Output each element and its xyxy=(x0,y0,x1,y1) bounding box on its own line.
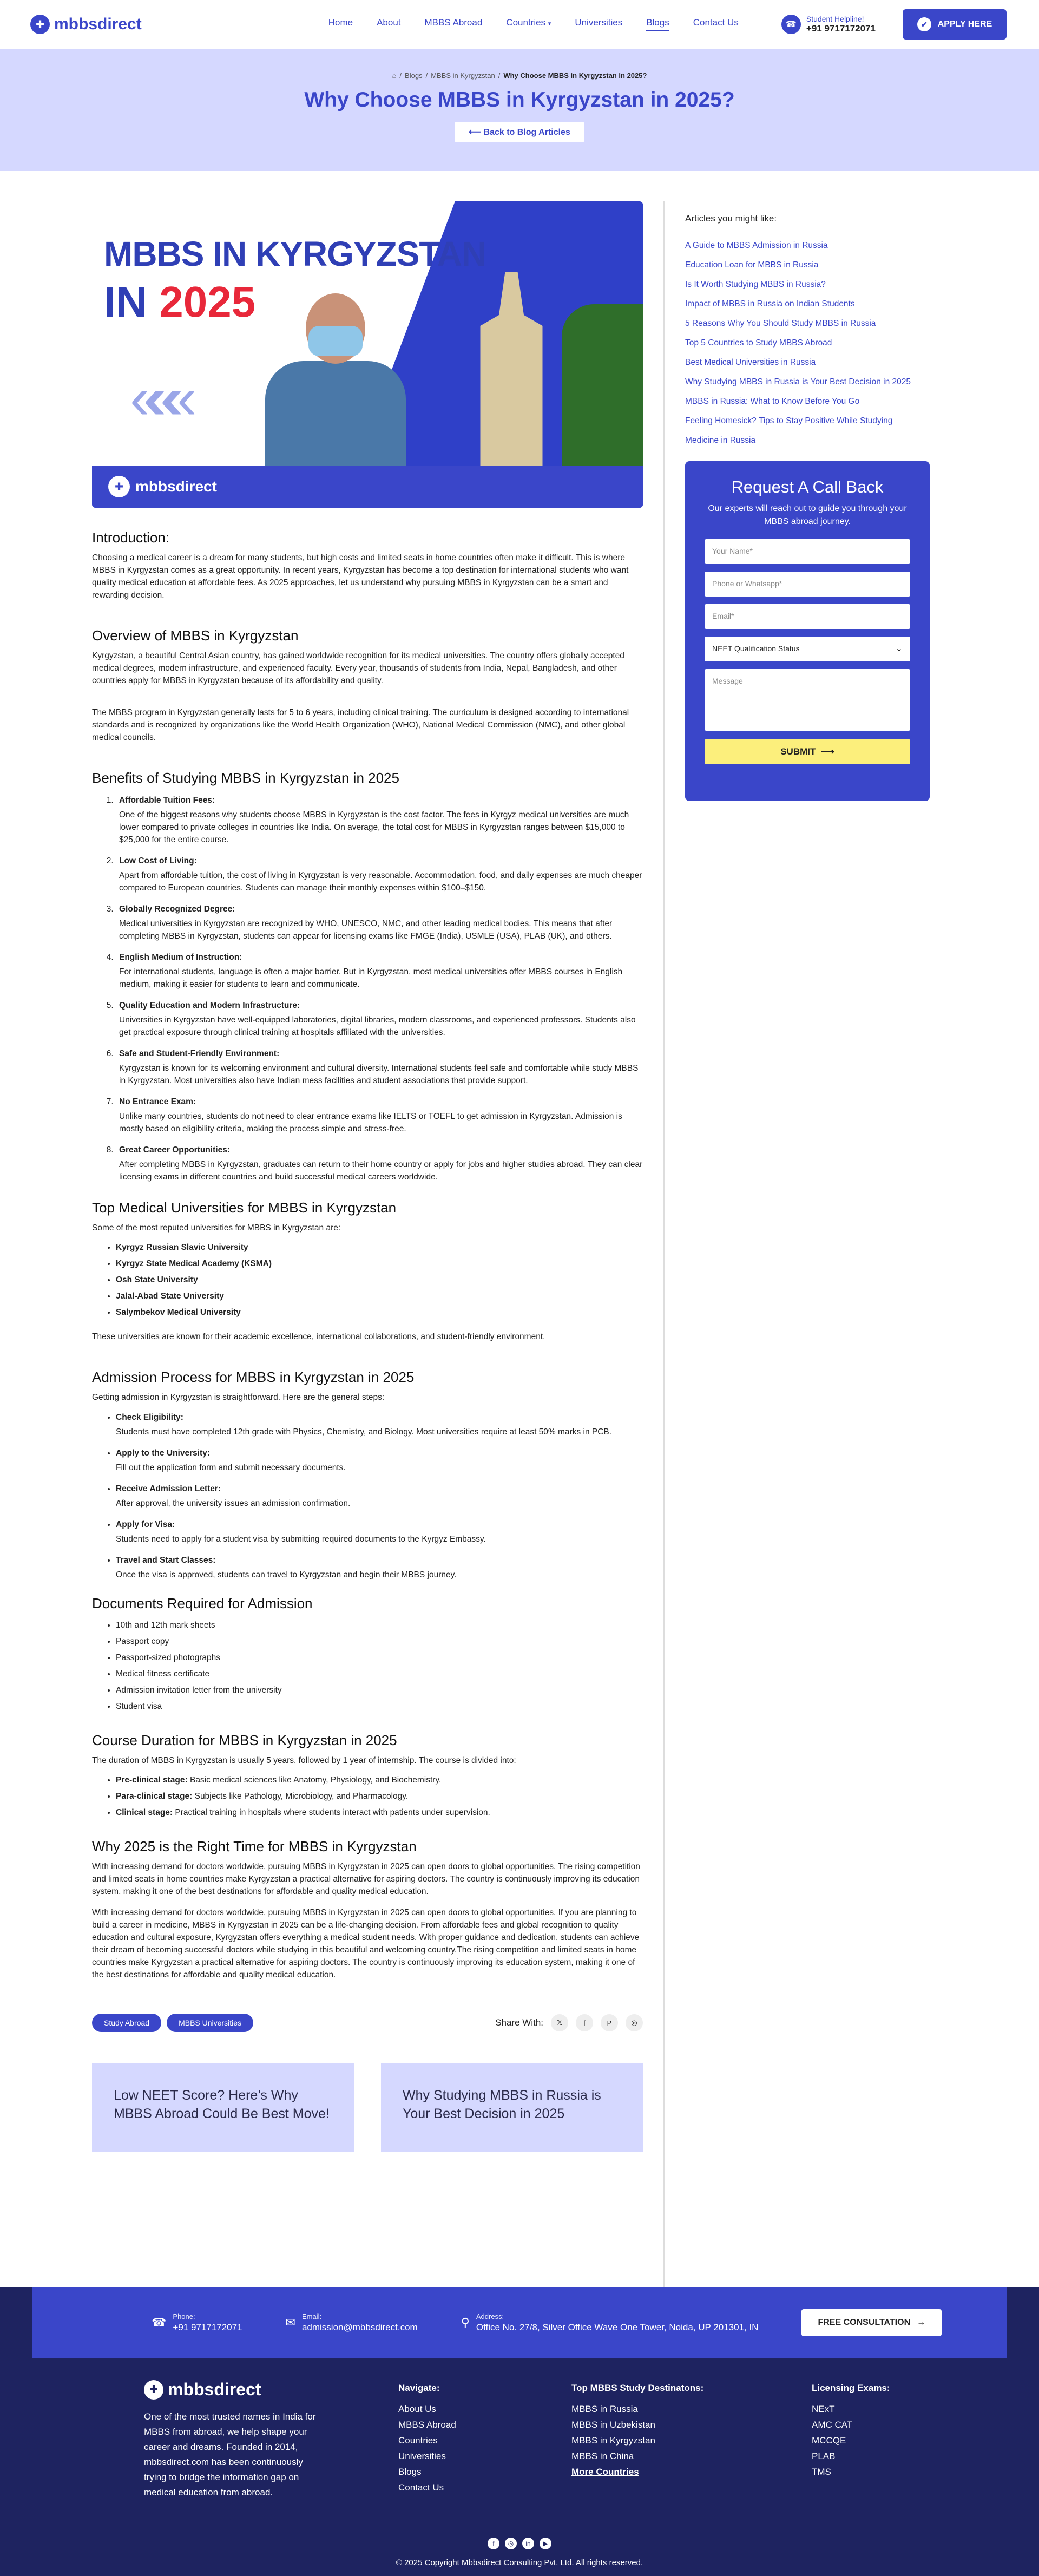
chevron-down-icon: ⌄ xyxy=(895,644,903,653)
related-link[interactable]: Feeling Homesick? Tips to Stay Positive While Studying xyxy=(685,416,893,425)
footer-about-text: One of the most trusted names in India for MBBS from abroad, we help shape your career and dreams. Founded in 2014, mbbsdirect.com has been continuously trying to bridge the information gap on medical education from abroad. xyxy=(144,2411,316,2498)
contact-bar xyxy=(32,2287,1007,2358)
list-item: • Passport-sized photographs xyxy=(116,1650,643,1666)
hero-banner xyxy=(0,49,1039,171)
benefit-text: Universities in Kyrgyzstan have well-equipped laboratories, digital libraries, modern classrooms, and experienced professors. Students also get practical exposure through clinical training at hospitals affiliated with the universities. xyxy=(119,1015,636,1037)
universities-heading: Top Medical Universities for MBBS in Kyrgyzstan xyxy=(92,1199,397,1216)
tag-mbbs-universities[interactable]: MBBS Universities xyxy=(167,2014,253,2032)
related-link[interactable]: Is It Worth Studying MBBS in Russia? xyxy=(685,280,826,289)
crumb-sep: / xyxy=(399,71,402,80)
footer-link[interactable]: MBBS Abroad xyxy=(398,2420,456,2430)
overview-text-2: The MBBS program in Kyrgyzstan generally lasts for 5 to 6 years, including clinical training. The curriculum is designed according to international standards and is recognized by organizations like the World Health Organization (WHO), National Medical Commission (NMC), and other global medical councils. xyxy=(92,708,629,742)
duration-intro: The duration of MBBS in Kyrgyzstan is usually 5 years, followed by 1 year of internship. The course is divided into: xyxy=(92,1756,516,1765)
list-item: • Kyrgyz Russian Slavic University xyxy=(116,1240,643,1256)
stage-title: Clinical stage: xyxy=(116,1808,173,1817)
list-item xyxy=(116,1788,643,1805)
phone-input[interactable]: Phone or Whatsapp* xyxy=(705,572,910,597)
crumb-category[interactable]: MBBS in Kyrgyzstan xyxy=(431,71,495,80)
share-bar xyxy=(495,2014,643,2031)
footer-columns xyxy=(0,2358,1039,2500)
helpline-label: Student Helpline! xyxy=(806,15,864,23)
footer-logo-text: mbbsdirect xyxy=(168,2380,261,2399)
site-header xyxy=(0,0,1039,49)
mail-icon: ✉ xyxy=(285,2316,295,2329)
footer-exams xyxy=(812,2380,890,2500)
footer-nav-heading: Navigate: xyxy=(398,2383,440,2393)
list-item: • Osh State University xyxy=(116,1272,643,1288)
list-item xyxy=(116,1047,643,1087)
list-item: • Admission invitation letter from the university xyxy=(116,1682,643,1699)
sidebar-heading: Articles you might like: xyxy=(685,213,777,224)
admission-steps xyxy=(116,1411,643,1581)
admission-intro: Getting admission in Kyrgyzstan is straightforward. Here are the general steps: xyxy=(92,1393,385,1402)
instagram-icon[interactable]: ◎ xyxy=(626,2014,643,2031)
site-logo[interactable] xyxy=(30,15,142,34)
footer-link[interactable]: MBBS in China xyxy=(571,2451,634,2461)
main-content xyxy=(0,171,1039,2302)
footer-email[interactable] xyxy=(286,2312,418,2333)
footer-nav xyxy=(398,2380,571,2500)
doctor-mask xyxy=(308,326,363,356)
related-link[interactable]: Education Loan for MBBS in Russia xyxy=(685,260,819,270)
nav-about[interactable]: About xyxy=(377,17,401,28)
why-text-1: With increasing demand for doctors worldwide, pursuing MBBS in Kyrgyzstan in 2025 can open doors to global opportunities. The rising competition and limited seats in home countries make Kyrgyzstan a practical alternative for aspiring doctors. The country is continuously improving its education system, making it one of the best destinations for affordable and quality medical education. xyxy=(92,1862,640,1896)
benefit-text: Apart from affordable tuition, the cost of living in Kyrgyzstan is very reasonable. Accommodation, food, and daily expenses are much cheaper compared to European countries. Students can manage their monthly expenses within $100–$150. xyxy=(119,871,642,893)
linkedin-icon[interactable]: in xyxy=(522,2538,534,2549)
chevron-down-icon: ▾ xyxy=(548,21,551,27)
email-value: admission@mbbsdirect.com xyxy=(301,2322,418,2332)
next-post-card[interactable]: Why Studying MBBS in Russia is Your Best Decision in 2025 xyxy=(381,2063,643,2152)
nav-countries-label: Countries xyxy=(506,17,546,28)
footer-link[interactable]: Universities xyxy=(398,2451,446,2461)
stage-title: Para-clinical stage: xyxy=(116,1792,193,1801)
related-link[interactable]: Medicine in Russia xyxy=(685,436,756,445)
email-input[interactable]: Email* xyxy=(705,604,910,629)
benefit-text: Unlike many countries, students do not need to clear entrance exams like IELTS or TOEFL to get admission in Kyrgyzstan. Admission is mostly based on eligibility criteria, making the process simple and stress-free. xyxy=(119,1112,622,1133)
footer-exams-heading: Licensing Exams: xyxy=(812,2383,890,2393)
nav-home[interactable]: Home xyxy=(328,17,353,28)
chevron-decoration-icon: ««« xyxy=(130,365,181,431)
logo-text: mbbsdirect xyxy=(54,15,142,33)
banner-year-line xyxy=(104,277,255,327)
home-icon[interactable]: ⌂ xyxy=(392,71,397,80)
stage-text: Subjects like Pathology, Microbiology, and Pharmacology. xyxy=(192,1792,409,1801)
apply-button[interactable] xyxy=(903,9,1007,40)
nav-blogs[interactable]: Blogs xyxy=(646,17,669,31)
article-banner-image xyxy=(92,201,643,508)
benefit-text: For international students, language is often a major barrier. But in Kyrgyzstan, most medical universities offer MBBS courses in English medium, making it easier for students to learn and communicate. xyxy=(119,967,623,989)
list-item: • 10th and 12th mark sheets xyxy=(116,1617,643,1634)
why-text-2: With increasing demand for doctors worldwide, pursuing MBBS in Kyrgyzstan in 2025 can open doors to global opportunities. If you are planning to build a career in medicine, MBBS in Kyrgyzstan in 2025 can be a life-changing decision. From affordable fees and global recognition to quality education and cultural exposure, Kyrgyzstan offers everything a medical student needs. With proper guidance and dedication, students can achieve their dream of becoming successful doctors while studying in this beautiful and welcoming country.The rising competition and limited seats in home countries make Kyrgyzstan a practical alternative for aspiring doctors. The country is continuously improving its education system, making it one of the best destinations for affordable and quality medical education. xyxy=(92,1908,640,1979)
helpline-number: +91 9717172071 xyxy=(806,23,876,34)
benefit-title: 6. Safe and Student-Friendly Environment: xyxy=(119,1049,280,1058)
site-footer xyxy=(0,2287,1039,2576)
submit-label: SUBMIT xyxy=(780,746,816,757)
breadcrumb xyxy=(0,71,1039,80)
stage-text: Basic medical sciences like Anatomy, Physiology, and Biochemistry. xyxy=(187,1775,442,1785)
share-label: Share With: xyxy=(495,2017,543,2028)
benefit-title: 1. Affordable Tuition Fees: xyxy=(119,796,215,805)
address-value: Office No. 27/8, Silver Office Wave One Tower, Noida, UP 201301, IN xyxy=(476,2322,759,2332)
footer-link[interactable]: MBBS in Uzbekistan xyxy=(571,2420,655,2430)
footer-destinations xyxy=(571,2380,812,2500)
benefit-title: 7. No Entrance Exam: xyxy=(119,1097,196,1106)
logo-icon: ✚ xyxy=(144,2380,163,2400)
benefit-title: 4. English Medium of Instruction: xyxy=(119,953,242,962)
neet-status-value: NEET Qualification Status xyxy=(712,644,800,653)
banner-brand-bar xyxy=(92,466,643,508)
crumb-sep: / xyxy=(498,71,501,80)
tag-study-abroad[interactable]: Study Abroad xyxy=(92,2014,161,2032)
submit-button[interactable] xyxy=(705,739,910,764)
footer-address xyxy=(461,2312,759,2333)
list-item xyxy=(116,1772,643,1788)
footer-link[interactable]: AMC CAT xyxy=(812,2420,853,2430)
list-item xyxy=(116,1483,643,1510)
benefit-title: 2. Low Cost of Living: xyxy=(119,856,197,866)
benefit-title: 8. Great Career Opportunities: xyxy=(119,1145,230,1155)
benefit-text: Medical universities in Kyrgyzstan are recognized by WHO, UNESCO, NMC, and other leading medical bodies. This means that after completing MBBS in Kyrgyzstan, students can appear for licensing exams like FMGE (India), USMLE (USA), PLAB (UK), and others. xyxy=(119,919,613,941)
footer-logo[interactable] xyxy=(144,2380,398,2400)
related-link[interactable]: Best Medical Universities in Russia xyxy=(685,358,816,367)
banner-brand: mbbsdirect xyxy=(135,478,217,495)
why-heading: Why 2025 is the Right Time for MBBS in Kyrgyzstan xyxy=(92,1838,417,1854)
list-item xyxy=(116,1144,643,1183)
footer-link[interactable]: MCCQE xyxy=(812,2435,846,2446)
logo-icon: ✚ xyxy=(108,476,130,497)
footer-bottom xyxy=(0,2538,1039,2567)
name-input[interactable]: Your Name* xyxy=(705,539,910,564)
nav-countries[interactable] xyxy=(506,17,551,31)
footer-link[interactable]: TMS xyxy=(812,2467,831,2477)
footer-link[interactable]: MBBS in Russia xyxy=(571,2404,638,2414)
nav-universities[interactable]: Universities xyxy=(575,17,623,28)
list-item: • Medical fitness certificate xyxy=(116,1666,643,1682)
article xyxy=(92,201,643,2302)
page-title: Why Choose MBBS in Kyrgyzstan in 2025? xyxy=(304,88,735,112)
footer-link[interactable]: Contact Us xyxy=(398,2482,444,2493)
tags-row xyxy=(92,2014,643,2032)
benefits-heading: Benefits of Studying MBBS in Kyrgyzstan in 2025 xyxy=(92,770,399,786)
related-link[interactable]: Why Studying MBBS in Russia is Your Best Decision in 2025 xyxy=(685,377,911,386)
phone-value: +91 9717172071 xyxy=(173,2322,242,2332)
benefit-text: After completing MBBS in Kyrgyzstan, graduates can return to their home country or apply for jobs and higher studies abroad. They can clear licensing exams in different countries and build successful medical careers worldwide. xyxy=(119,1160,643,1182)
logo-icon: ✚ xyxy=(30,15,50,34)
list-item: • Jalal-Abad State University xyxy=(116,1288,643,1305)
footer-about xyxy=(144,2380,398,2500)
more-countries-link[interactable]: More Countries xyxy=(571,2467,639,2477)
email-label: Email: xyxy=(301,2312,322,2321)
step-title: • Travel and Start Classes: xyxy=(116,1556,216,1565)
step-text: Students need to apply for a student visa by submitting required documents to the Kyrgyz Embassy. xyxy=(116,1535,486,1544)
crumb-current: Why Choose MBBS in Kyrgyzstan in 2025? xyxy=(503,71,647,80)
pinterest-icon[interactable]: P xyxy=(601,2014,618,2031)
nav-contact[interactable]: Contact Us xyxy=(693,17,739,28)
benefit-title: 3. Globally Recognized Degree: xyxy=(119,904,235,914)
check-icon: ✔ xyxy=(917,17,931,31)
overview-text-1: Kyrgyzstan, a beautiful Central Asian country, has gained worldwide recognition for its medical universities. The country offers globally accepted medical degrees, modern infrastructure, and experienced faculty. Every year, thousands of students from India, Nepal, Bangladesh, and other countries apply for MBBS in Kyrgyzstan because of its affordability and quality. xyxy=(92,651,624,685)
related-link[interactable]: 5 Reasons Why You Should Study MBBS in Russia xyxy=(685,319,876,328)
overview-heading: Overview of MBBS in Kyrgyzstan xyxy=(92,627,299,644)
documents-list xyxy=(116,1617,643,1715)
intro-text: Choosing a medical career is a dream for many students, but high costs and limited seats in home countries often make it difficult. This is where MBBS in Kyrgyzstan comes as a great opportunity. In recent years, Kyrgyzstan has become a top destination for international students who want quality medical education at affordable fees. As 2025 approaches, let us understand why pursuing MBBS in Kyrgyzstan can be a smart and rewarding decision. xyxy=(92,553,629,600)
tree-illustration xyxy=(562,304,643,483)
banner-headline: MBBS IN KYRGYZSTAN xyxy=(104,234,486,273)
list-item xyxy=(116,903,643,942)
free-consultation-button[interactable] xyxy=(801,2309,942,2336)
location-icon: ⚲ xyxy=(461,2316,470,2329)
consult-label: FREE CONSULTATION xyxy=(818,2318,911,2327)
stage-title: Pre-clinical stage: xyxy=(116,1775,188,1785)
intro-heading: Introduction: xyxy=(92,529,170,546)
step-title: • Apply for Visa: xyxy=(116,1520,175,1529)
social-links xyxy=(0,2538,1039,2549)
step-text: Students must have completed 12th grade with Physics, Chemistry, and Biology. Most universities require at least 50% marks in PCB. xyxy=(116,1427,612,1437)
footer-link[interactable]: About Us xyxy=(398,2404,436,2414)
admission-heading: Admission Process for MBBS in Kyrgyzstan in 2025 xyxy=(92,1369,415,1385)
neet-status-select[interactable] xyxy=(705,637,910,661)
step-title: • Receive Admission Letter: xyxy=(116,1484,221,1493)
footer-link[interactable]: NExT xyxy=(812,2404,835,2414)
banner-in: IN xyxy=(104,278,160,326)
footer-link[interactable]: Countries xyxy=(398,2435,438,2446)
crumb-sep: / xyxy=(425,71,428,80)
benefit-title: 5. Quality Education and Modern Infrastructure: xyxy=(119,1001,300,1010)
back-to-blog-button[interactable] xyxy=(455,122,584,142)
universities-list xyxy=(116,1240,643,1321)
benefit-text: Kyrgyzstan is known for its welcoming environment and cultural diversity. International students feel safe and comfortable while study MBBS in Kyrgyzstan. Most universities also have Indian mess facilities and student associations that provide support. xyxy=(119,1064,639,1085)
footer-phone[interactable] xyxy=(152,2312,242,2333)
benefits-list xyxy=(116,794,643,1183)
related-link[interactable]: Top 5 Countries to Study MBBS Abroad xyxy=(685,338,832,348)
documents-heading: Documents Required for Admission xyxy=(92,1595,313,1611)
related-link[interactable]: A Guide to MBBS Admission in Russia xyxy=(685,241,828,250)
step-title: • Check Eligibility: xyxy=(116,1413,183,1422)
benefit-text: One of the biggest reasons why students choose MBBS in Kyrgyzstan is the cost factor. The fees in Kyrgyz medical universities are much lower compared to private colleges in countries like India. On average, the total cost for MBBS in Kyrgyzstan ranges between $15,000 to $25,000 for the entire course. xyxy=(119,810,629,844)
step-text: After approval, the university issues an admission confirmation. xyxy=(116,1499,351,1508)
list-item xyxy=(116,794,643,846)
youtube-icon[interactable]: ▶ xyxy=(540,2538,551,2549)
address-label: Address: xyxy=(476,2312,504,2321)
prev-post-card[interactable]: Low NEET Score? Here’s Why MBBS Abroad Could Be Best Move! xyxy=(92,2063,354,2152)
step-text: Fill out the application form and submit necessary documents. xyxy=(116,1463,346,1472)
sidebar xyxy=(685,201,930,2302)
apply-label: APPLY HERE xyxy=(937,19,992,29)
phone-label: Phone: xyxy=(173,2312,195,2321)
list-item xyxy=(116,1411,643,1438)
stage-text: Practical training in hospitals where students interact with patients under supervision. xyxy=(173,1808,490,1817)
facebook-icon[interactable]: f xyxy=(488,2538,499,2549)
related-link[interactable]: Impact of MBBS in Russia on Indian Students xyxy=(685,299,855,309)
arrow-left-icon: ⟵ xyxy=(469,128,482,137)
phone-icon: ☎ xyxy=(781,15,801,34)
list-item xyxy=(116,1096,643,1135)
arrow-right-icon: → xyxy=(917,2318,926,2327)
list-item: • Student visa xyxy=(116,1699,643,1715)
stages-list xyxy=(116,1772,643,1821)
universities-note: These universities are known for their academic excellence, international collaborations, and student-friendly environment. xyxy=(92,1332,545,1341)
list-item xyxy=(116,1447,643,1474)
footer-link[interactable]: Blogs xyxy=(398,2467,422,2477)
step-text: Once the visa is approved, students can travel to Kyrgyzstan and begin their MBBS journey. xyxy=(116,1570,457,1579)
form-title: Request A Call Back xyxy=(731,477,884,496)
main-nav xyxy=(328,17,739,31)
instagram-icon[interactable]: ◎ xyxy=(505,2538,517,2549)
list-item xyxy=(116,999,643,1039)
message-input[interactable]: Message xyxy=(705,669,910,731)
back-label: Back to Blog Articles xyxy=(483,128,570,137)
list-item: • Salymbekov Medical University xyxy=(116,1305,643,1321)
helpline[interactable] xyxy=(781,15,876,34)
list-item xyxy=(116,855,643,894)
list-item xyxy=(116,1805,643,1821)
list-item xyxy=(116,1554,643,1581)
list-item xyxy=(116,1518,643,1545)
footer-link[interactable]: PLAB xyxy=(812,2451,836,2461)
facebook-icon[interactable]: f xyxy=(576,2014,593,2031)
list-item: • Passport copy xyxy=(116,1634,643,1650)
callback-form xyxy=(685,461,930,801)
phone-icon: ☎ xyxy=(152,2316,167,2329)
nav-mbbs-abroad[interactable]: MBBS Abroad xyxy=(424,17,483,28)
duration-heading: Course Duration for MBBS in Kyrgyzstan in 2025 xyxy=(92,1732,397,1748)
form-subtitle: Our experts will reach out to guide you through your MBBS abroad journey. xyxy=(708,504,907,526)
related-articles-list xyxy=(685,236,930,450)
banner-year: 2025 xyxy=(159,278,256,326)
universities-intro: Some of the most reputed universities for MBBS in Kyrgyzstan are: xyxy=(92,1223,341,1233)
list-item xyxy=(116,951,643,991)
arrow-right-icon: ⟶ xyxy=(821,746,834,757)
list-item: • Kyrgyz State Medical Academy (KSMA) xyxy=(116,1256,643,1272)
footer-link[interactable]: MBBS in Kyrgyzstan xyxy=(571,2435,655,2446)
step-title: • Apply to the University: xyxy=(116,1448,210,1458)
twitter-icon[interactable]: 𝕏 xyxy=(551,2014,568,2031)
copyright: © 2025 Copyright Mbbsdirect Consulting Pvt. Ltd. All rights reserved. xyxy=(396,2558,643,2567)
footer-dest-heading: Top MBBS Study Destinatons: xyxy=(571,2383,704,2393)
crumb-blogs[interactable]: Blogs xyxy=(405,71,423,80)
related-link[interactable]: MBBS in Russia: What to Know Before You Go xyxy=(685,397,860,406)
related-posts xyxy=(92,2063,643,2152)
column-divider xyxy=(663,201,665,2302)
